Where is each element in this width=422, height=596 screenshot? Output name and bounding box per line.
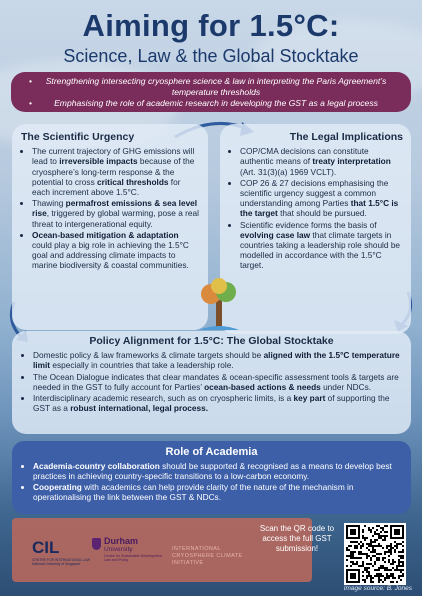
section-heading: The Scientific Urgency	[21, 131, 135, 143]
list-item: • The Ocean Dialogue indicates that clear mandates & ocean-specific assessment tools & targets are needed in the GST to fully account for Parties’ ocean-based actions & needs under NDCs.	[33, 372, 401, 392]
section-heading: Role of Academia	[165, 446, 258, 458]
qr-caption: Scan the QR code to access the full GST submission!	[259, 524, 335, 553]
list-item: • Scientific evidence forms the basis of evolving case law that climate targets in countries taking a leadership role should be modelled in accordance with the 1.5°C target.	[240, 220, 403, 271]
durham-logo-uni: University	[104, 546, 133, 553]
cil-logo-sub: CENTRE FOR INTERNATIONAL LAW National University of Singapore	[32, 558, 90, 566]
image-source-credit: Image source: B. Jones	[343, 585, 412, 592]
climate-tree-icon	[197, 278, 241, 334]
section-heading: The Legal Implications	[289, 131, 403, 143]
durham-crest-icon	[92, 538, 101, 550]
section-heading: Policy Alignment for 1.5°C: The Global Stocktake	[89, 335, 334, 347]
list-item: • The current trajectory of GHG emissions will lead to irreversible impacts because of the cryosphere’s long-term response & the potential to cross critical thresholds for each increment above 1.5°C.	[32, 146, 200, 197]
page-title: Aiming for 1.5°C:	[82, 8, 340, 43]
list-item: • Interdisciplinary academic research, such as on cryospheric limits, is a key part of supporting the GST as a robust international, legal process.	[33, 393, 401, 413]
list-item: • COP/CMA decisions can constitute authentic means of treaty interpretation (Art. 31(3)(a) 1969 VCLT).	[240, 146, 403, 177]
banner-line: • Emphasising the role of academic research in developing the GST as a legal process	[35, 98, 397, 109]
list-item: • Domestic policy & law frameworks & climate targets should be aligned with the 1.5°C temperature limit especially in countries that take a leadership role.	[33, 350, 401, 370]
qr-code-icon[interactable]	[344, 523, 406, 585]
legal-implications-panel	[220, 124, 411, 334]
cil-logo: CIL	[32, 538, 60, 557]
scientific-urgency-panel	[12, 124, 208, 330]
policy-alignment-panel	[12, 331, 411, 434]
academia-panel	[12, 441, 411, 514]
icci-logo: INTERNATIONAL CRYOSPHERE CLIMATE INITIATIVE	[172, 546, 243, 566]
list-item: • Cooperating with academics can help provide clarity of the nature of the mechanism in operationalising the link between the GST & NDCs.	[33, 482, 401, 502]
intro-banner	[11, 72, 411, 112]
page-subtitle: Science, Law & the Global Stocktake	[63, 46, 359, 66]
list-item: • Ocean-based mitigation & adaptation could play a big role in achieving the 1.5°C goal and addressing climate impacts to marine biodiversity & coastal communities.	[32, 230, 200, 271]
list-item: • COP 26 & 27 decisions emphasising the scientific urgency suggest a common understanding among Parties that 1.5°C is the target that should be pursued.	[240, 178, 403, 219]
list-item: • Academia-country collaboration should be supported & recognised as a means to develop best practices in achieving country-specific transitions to a low-carbon economy.	[33, 461, 401, 481]
durham-logo: Durham	[104, 536, 139, 546]
list-item: • Thawing permafrost emissions & sea level rise, triggered by global warming, pose a real threat to intergenerational equity.	[32, 198, 200, 229]
banner-line: • Strengthening intersecting cryosphere science & law in interpreting the Paris Agreement’s temperature thresholds	[35, 76, 397, 98]
durham-logo-sub: Centre for Sustainable Development Law and Policy	[104, 554, 162, 563]
